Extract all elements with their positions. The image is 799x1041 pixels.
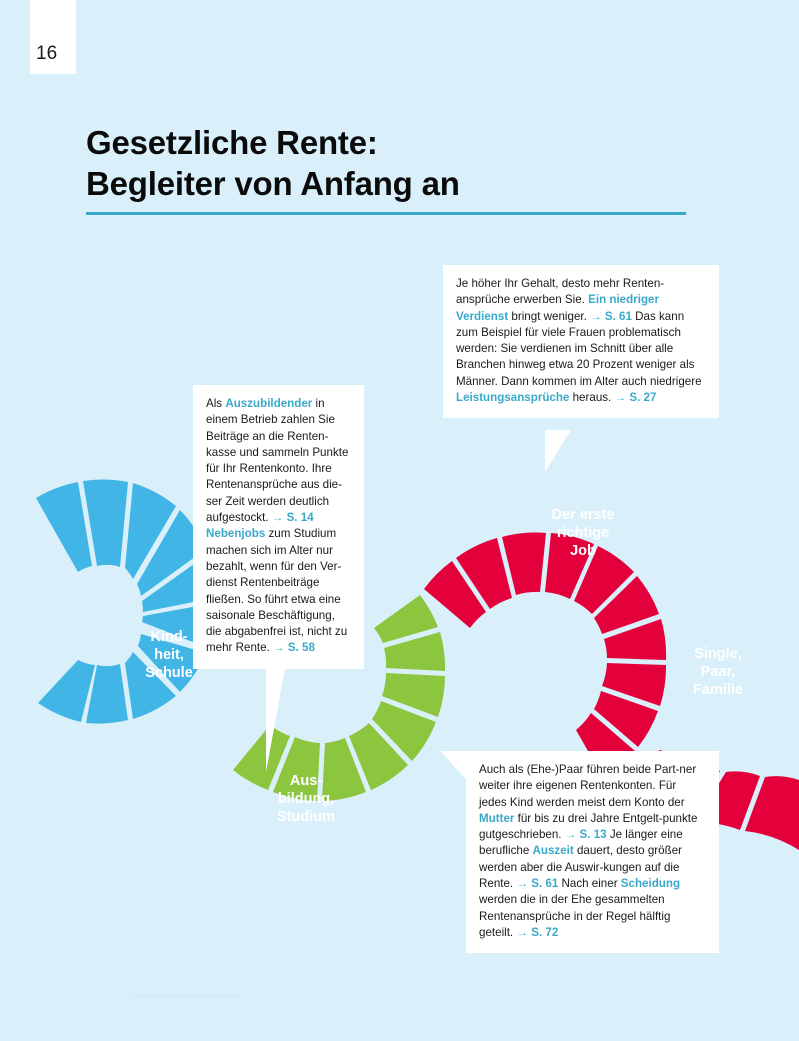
callout-apprenticeship-text: Als Auszubildender in einem Betrieb zahlen Sie Beiträge an die Renten-kasse und sammeln Punkte für Ihr Rentenkonto. Ihre Rentenansprüche aus die-ser Zeit werden deutlich aufgestockt. → S. 14 Nebenjobs zum Studium machen sich im Alter nur bezahlt, wenn für den Ver-dienst Rentenbeiträge fließen. So führt etwa eine saisonale Beschäftigung, die abgabenfrei ist, nicht zu mehr Rente. → S. 58 [206,397,349,655]
callout-family [466,751,719,953]
ribbon-label-job-l1: Der erste [551,507,615,523]
page-title [86,122,726,204]
callout-salary-text: Je höher Ihr Gehalt, desto mehr Renten-ansprüche erwerben Sie. Ein niedriger Verdienst bringt weniger. → S. 61 Das kann zum Beispiel für viele Frauen problematisch werden: Sie verdienen im Schnitt über alle Branchen hinweg etwa 20 Prozent weniger als Männer. Dann kommen im Alter auch niedrigere Leistungsansprüche heraus. → S. 27 [456,277,702,405]
callout-family-text: Auch als (Ehe-)Paar führen beide Part-ner weiter ihre eigenen Rentenkonten. Für jedes Kind werden meist dem Konto der Mutter für bis zu drei Jahre Entgelt-punkte gutgeschrieben. → S. 13 Je länger eine berufliche Auszeit dauert, desto größer werden aber die Auswir-kungen auf die Rente. → S. 61 Nach einer Scheidung werden die in der Ehe gesammelten Rentenansprüche in der Regel hälftig geteilt. → S. 72 [479,763,698,939]
page-title-line1: Gesetzliche Rente: [86,124,378,161]
page-title-line2: Begleiter von Anfang an [86,165,460,202]
ribbon-label-job [528,506,638,560]
ribbon-label-job-l3: Job [570,543,596,559]
callout-left-pointer [266,652,288,772]
ribbon-label-kindheit-l3: Schule [145,665,193,681]
ribbon-blue-arc [36,479,214,723]
callout-bottom-pointer [440,751,468,781]
ribbon-label-single-l3: Familie [693,682,743,698]
callout-apprenticeship [193,385,364,669]
ribbon-label-ausbildung-l3: Studium [277,809,335,825]
ribbon-label-job-l2: richtige [556,525,610,541]
ribbon-label-ausbildung [254,772,358,826]
ribbon-label-single-l2: Paar, [700,664,736,680]
ribbon-label-kindheit-l1: Kind- [150,629,188,645]
callout-salary [443,265,719,418]
ribbon-label-single [668,645,768,699]
ribbon-label-ausbildung-l2: bildung, [277,791,335,807]
ribbon-label-kindheit-l2: heit, [154,647,184,663]
ribbon-label-single-l1: Single, [694,646,742,662]
callout-top-pointer [545,430,571,472]
title-underline [86,212,686,215]
ribbon-label-ausbildung-l1: Aus- [289,773,323,789]
page-number: 16 [36,43,58,64]
footer-divider [131,995,241,996]
